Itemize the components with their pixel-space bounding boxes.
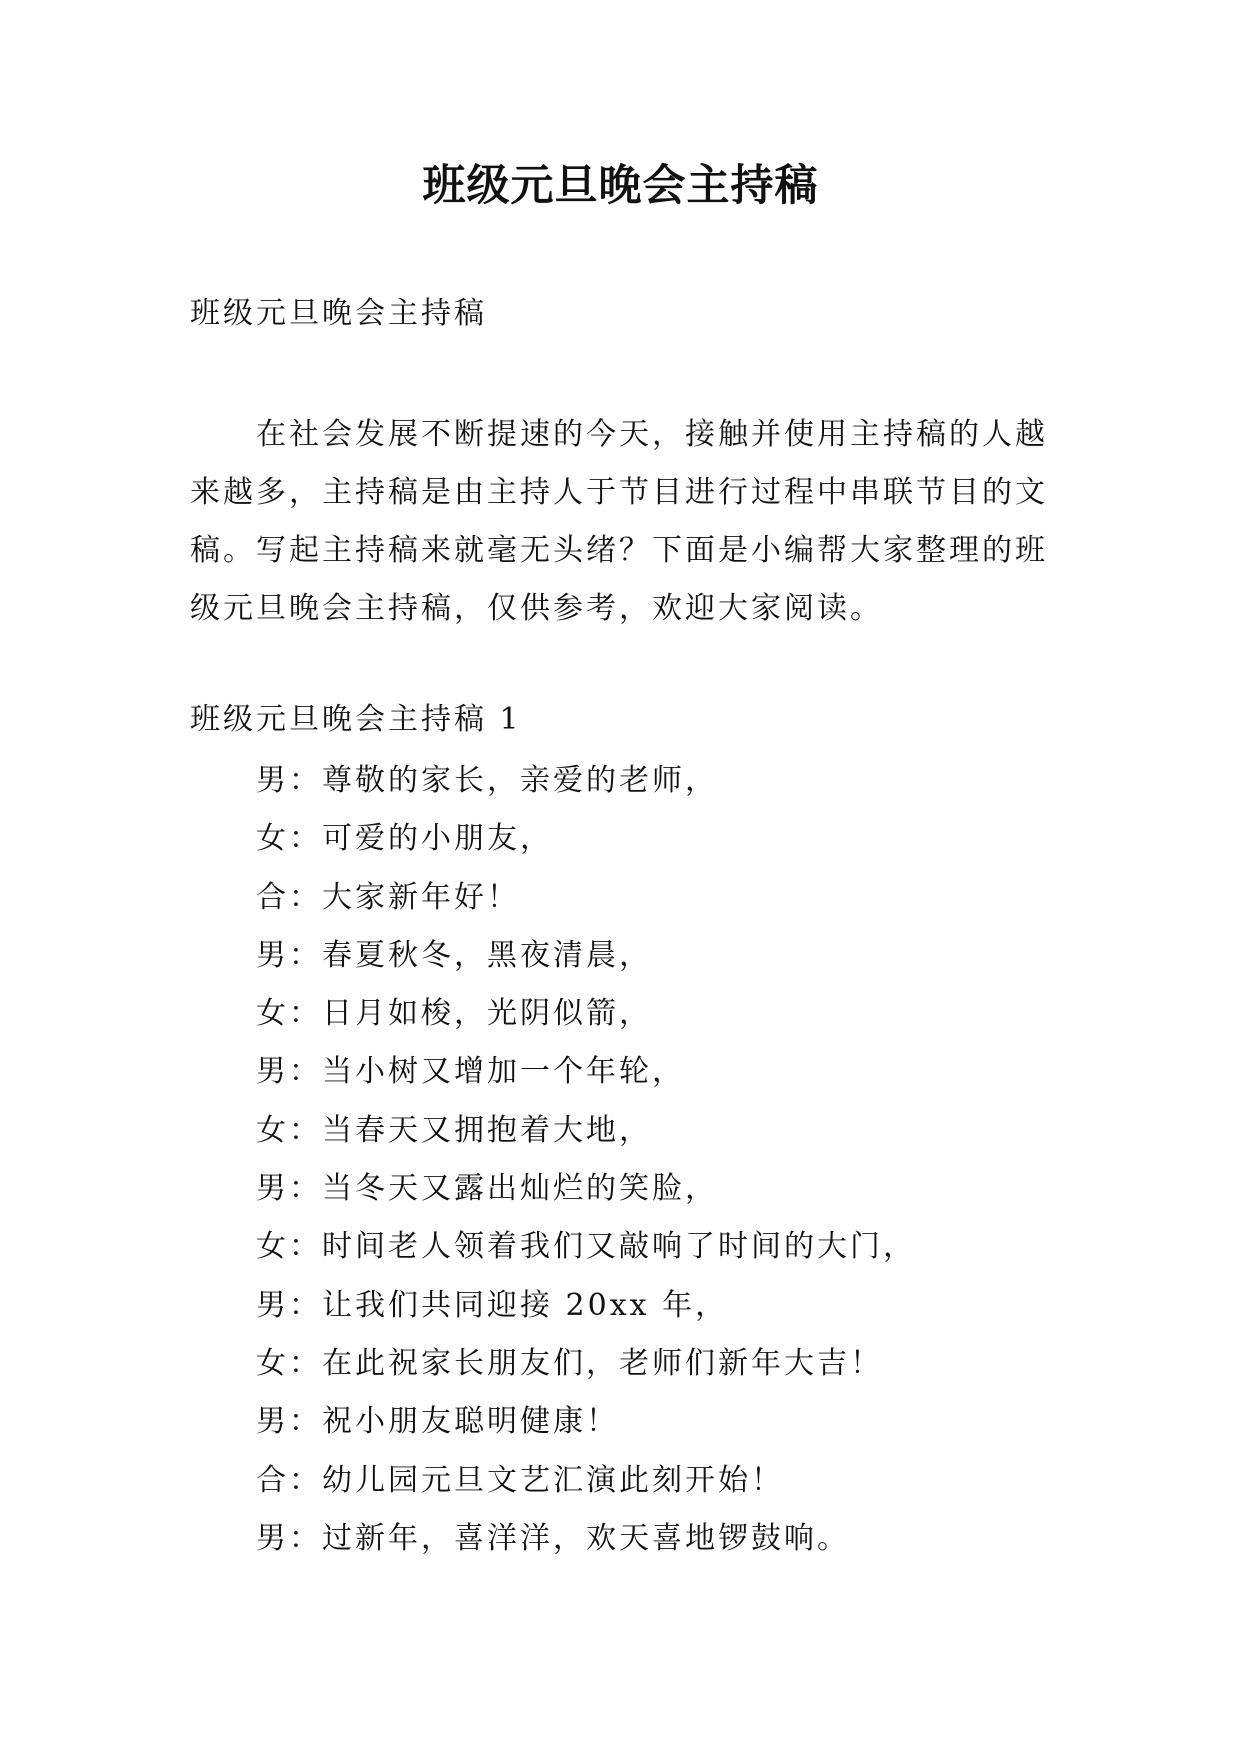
dialogue-line: 男：春夏秋冬，黑夜清晨， bbox=[256, 937, 652, 973]
dialogue-line: 男：祝小朋友聪明健康！ bbox=[256, 1404, 619, 1440]
document-title: 班级元旦晚会主持稿 bbox=[422, 161, 819, 211]
section-title: 班级元旦晚会主持稿 1 bbox=[190, 702, 522, 737]
dialogue-line: 男：过新年，喜洋洋，欢天喜地锣鼓响。 bbox=[256, 1520, 850, 1556]
dialogue-line: 男：当小树又增加一个年轮， bbox=[256, 1054, 685, 1090]
dialogue-line: 男：当冬天又露出灿烂的笑脸， bbox=[256, 1171, 718, 1207]
intro-paragraph: 在社会发展不断提速的今天，接触并使用主持稿的人越来越多，主持稿是由主持人于节目进行过程中串联节目的文稿。写起主持稿来就毫无头绪？下面是小编帮大家整理的班级元旦晚会主持稿，仅供参考，欢迎大家阅读。 bbox=[190, 417, 1048, 626]
dialogue-line: 合：幼儿园元旦文艺汇演此刻开始！ bbox=[256, 1462, 784, 1498]
dialogue-line: 女：在此祝家长朋友们，老师们新年大吉！ bbox=[256, 1345, 883, 1381]
document-subtitle: 班级元旦晚会主持稿 bbox=[190, 296, 487, 331]
dialogue-line: 女：时间老人领着我们又敲响了时间的大门， bbox=[256, 1229, 916, 1265]
dialogue-list bbox=[256, 752, 916, 1568]
dialogue-line: 男：让我们共同迎接 20xx 年， bbox=[256, 1287, 729, 1323]
dialogue-line: 女：当春天又拥抱着大地， bbox=[256, 1112, 652, 1148]
dialogue-line: 女：日月如梭，光阴似箭， bbox=[256, 996, 652, 1032]
dialogue-line: 合：大家新年好！ bbox=[256, 879, 520, 915]
dialogue-line: 男：尊敬的家长，亲爱的老师， bbox=[256, 763, 718, 798]
dialogue-line: 女：可爱的小朋友， bbox=[256, 821, 553, 857]
